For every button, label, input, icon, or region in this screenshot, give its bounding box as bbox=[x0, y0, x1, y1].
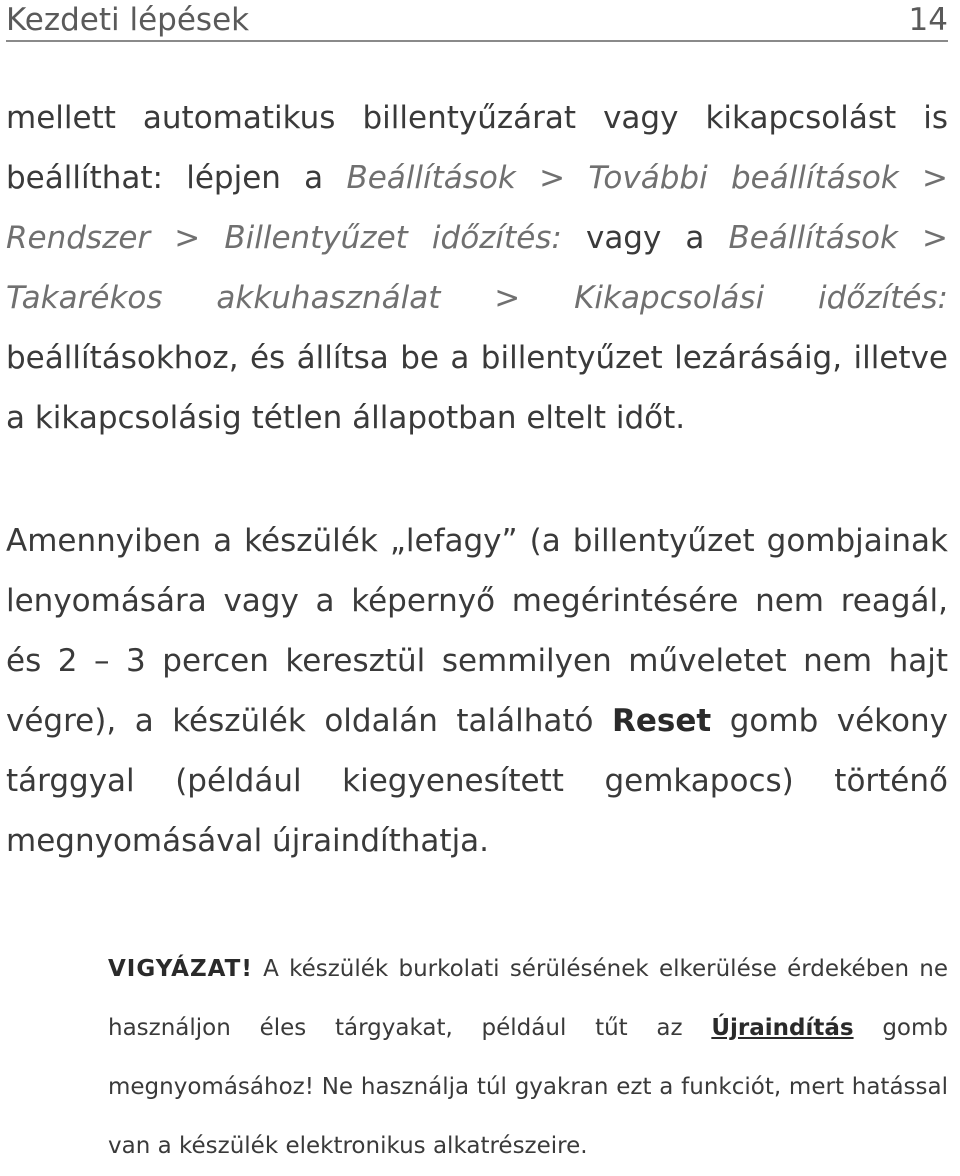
text-segment: A készülék burkolati sérülésének elkerülése érdekében ne használjon éles tárgyakat, például tűt az bbox=[108, 956, 948, 1041]
page-number: 14 bbox=[908, 2, 948, 38]
text-segment: mellett automatikus billentyűzárat vagy kikapcsolást is beállíthat: lépjen a bbox=[6, 100, 948, 196]
restart-button-label: Újraindítás bbox=[711, 1015, 854, 1041]
menu-path-keyboard-timer: Beállítások > További beállítások > Rendszer > Billentyűzet időzítés: bbox=[6, 160, 948, 256]
text-segment: gomb megnyomásához! Ne használja túl gyakran ezt a funkciót, mert hatással van a készülék elektronikus alkatrészeire. bbox=[108, 1015, 948, 1159]
text-segment: vagy a bbox=[561, 220, 729, 256]
paragraph-lock-settings bbox=[6, 88, 948, 448]
section-title: Kezdeti lépések bbox=[6, 2, 250, 38]
warning-note bbox=[108, 940, 948, 1176]
warning-label: VIGYÁZAT! bbox=[108, 956, 253, 982]
reset-label: Reset bbox=[612, 703, 712, 739]
text-segment: beállításokhoz, és állítsa be a billentyűzet lezárásáig, illetve a kikapcsolásig tétlen állapotban eltelt időt. bbox=[6, 340, 948, 436]
page-header bbox=[6, 0, 948, 42]
text-segment: gomb vékony tárggyal (például kiegyenesített gemkapocs) történő megnyomásával újraindíthatja. bbox=[6, 703, 948, 859]
paragraph-reset bbox=[6, 511, 948, 871]
text-segment: Amennyiben a készülék „lefagy” (a billentyűzet gombjainak lenyomására vagy a képernyő megérintésére nem reagál, és 2 – 3 percen keresztül semmilyen műveletet nem hajt végre), a készülék oldalán található bbox=[6, 523, 948, 739]
menu-path-power-off-timer: Beállítások > Takarékos akkuhasználat > Kikapcsolási időzítés: bbox=[6, 220, 948, 316]
